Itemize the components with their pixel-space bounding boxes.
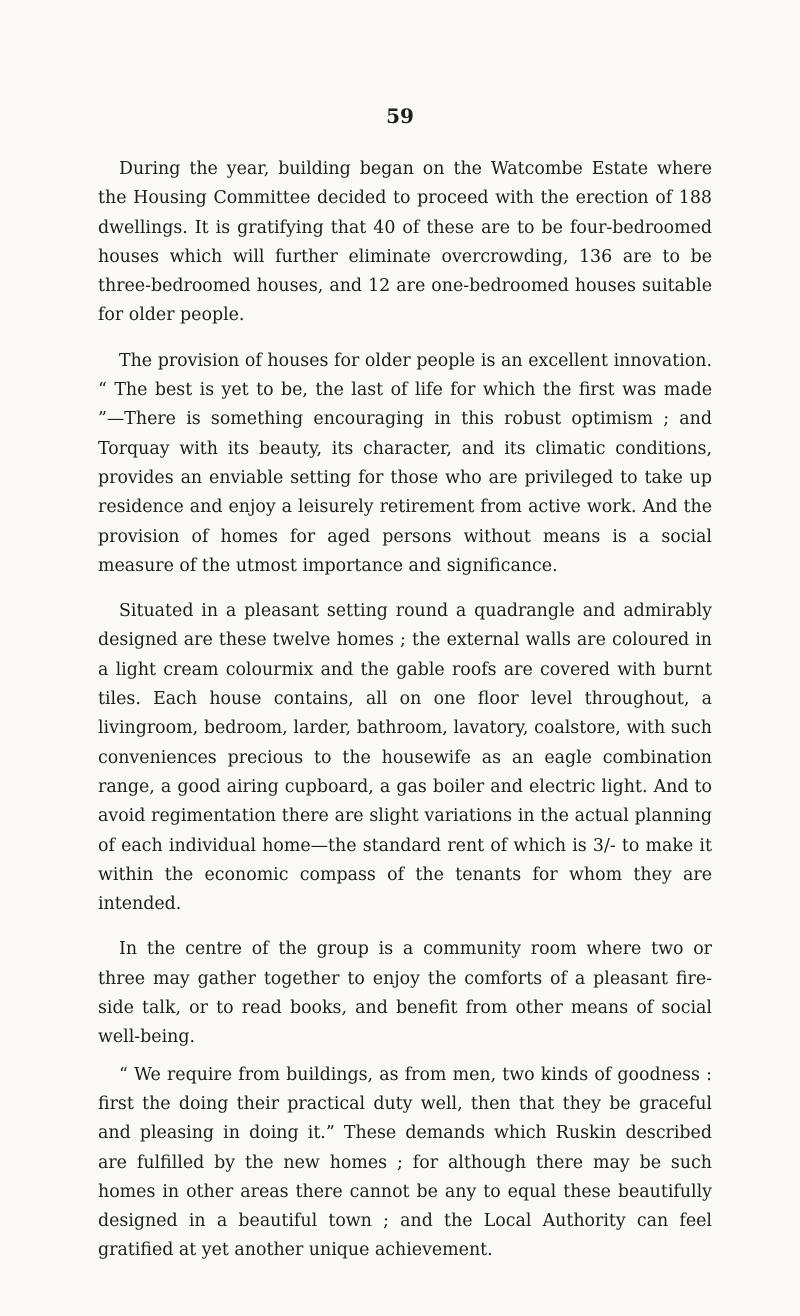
paragraph-older-people: The provision of houses for older people is an excellent innovation. “ The best is yet to be, the last of life for which the first was made ”—There is something encouraging in this robust optimism ; and Torquay with its beauty, its character, and its climatic conditions, provides an enviable setting for those who are privileged to take up residence and enjoy a leisurely retirement from active work. And the provision of homes for aged persons without means is a social measure of the utmost importance and significance. bbox=[98, 350, 712, 576]
page-number: 59 bbox=[386, 104, 414, 128]
body-text bbox=[98, 155, 712, 1282]
paragraph-ruskin-quote: “ We require from buildings, as from men, two kinds of goodness : first the doing their practical duty well, then that they be graceful and pleasing in doing it.” These demands which Ruskin described are fulfilled by the new homes ; for although there may be such homes in other areas there cannot be any to equal these beautifully designed in a beautiful town ; and the Local Authority can feel gratified at yet another unique achievement. bbox=[98, 1064, 712, 1261]
paragraph-community-room: In the centre of the group is a community room where two or three may gather together to enjoy the comforts of a pleasant fire-side talk, or to read books, and benefit from other means of social well-being. bbox=[98, 939, 712, 1048]
paragraph-twelve-homes: Situated in a pleasant setting round a quadrangle and admirably designed are these twelve homes ; the external walls are coloured in a light cream colourmix and the gable roofs are covered with burnt tiles. Each house contains, all on one floor level throughout, a livingroom, bedroom, larder, bathroom, lavatory, coalstore, with such conveniences precious to the housewife as an eagle combination range, a good airing cupboard, a gas boiler and electric light. And to avoid regimentation there are slight variations in the actual planning of each individual home—the standard rent of which is 3/- to make it within the economic compass of the tenants for whom they are intended. bbox=[98, 601, 712, 915]
paragraph-watcombe-estate: During the year, building began on the Watcombe Estate where the Housing Committee decided to proceed with the erection of 188 dwellings. It is gratifying that 40 of these are to be four-bedroomed houses which will further eliminate overcrowding, 136 are to be three-bedroomed houses, and 12 are one-bedroomed houses suitable for older people. bbox=[98, 159, 712, 326]
